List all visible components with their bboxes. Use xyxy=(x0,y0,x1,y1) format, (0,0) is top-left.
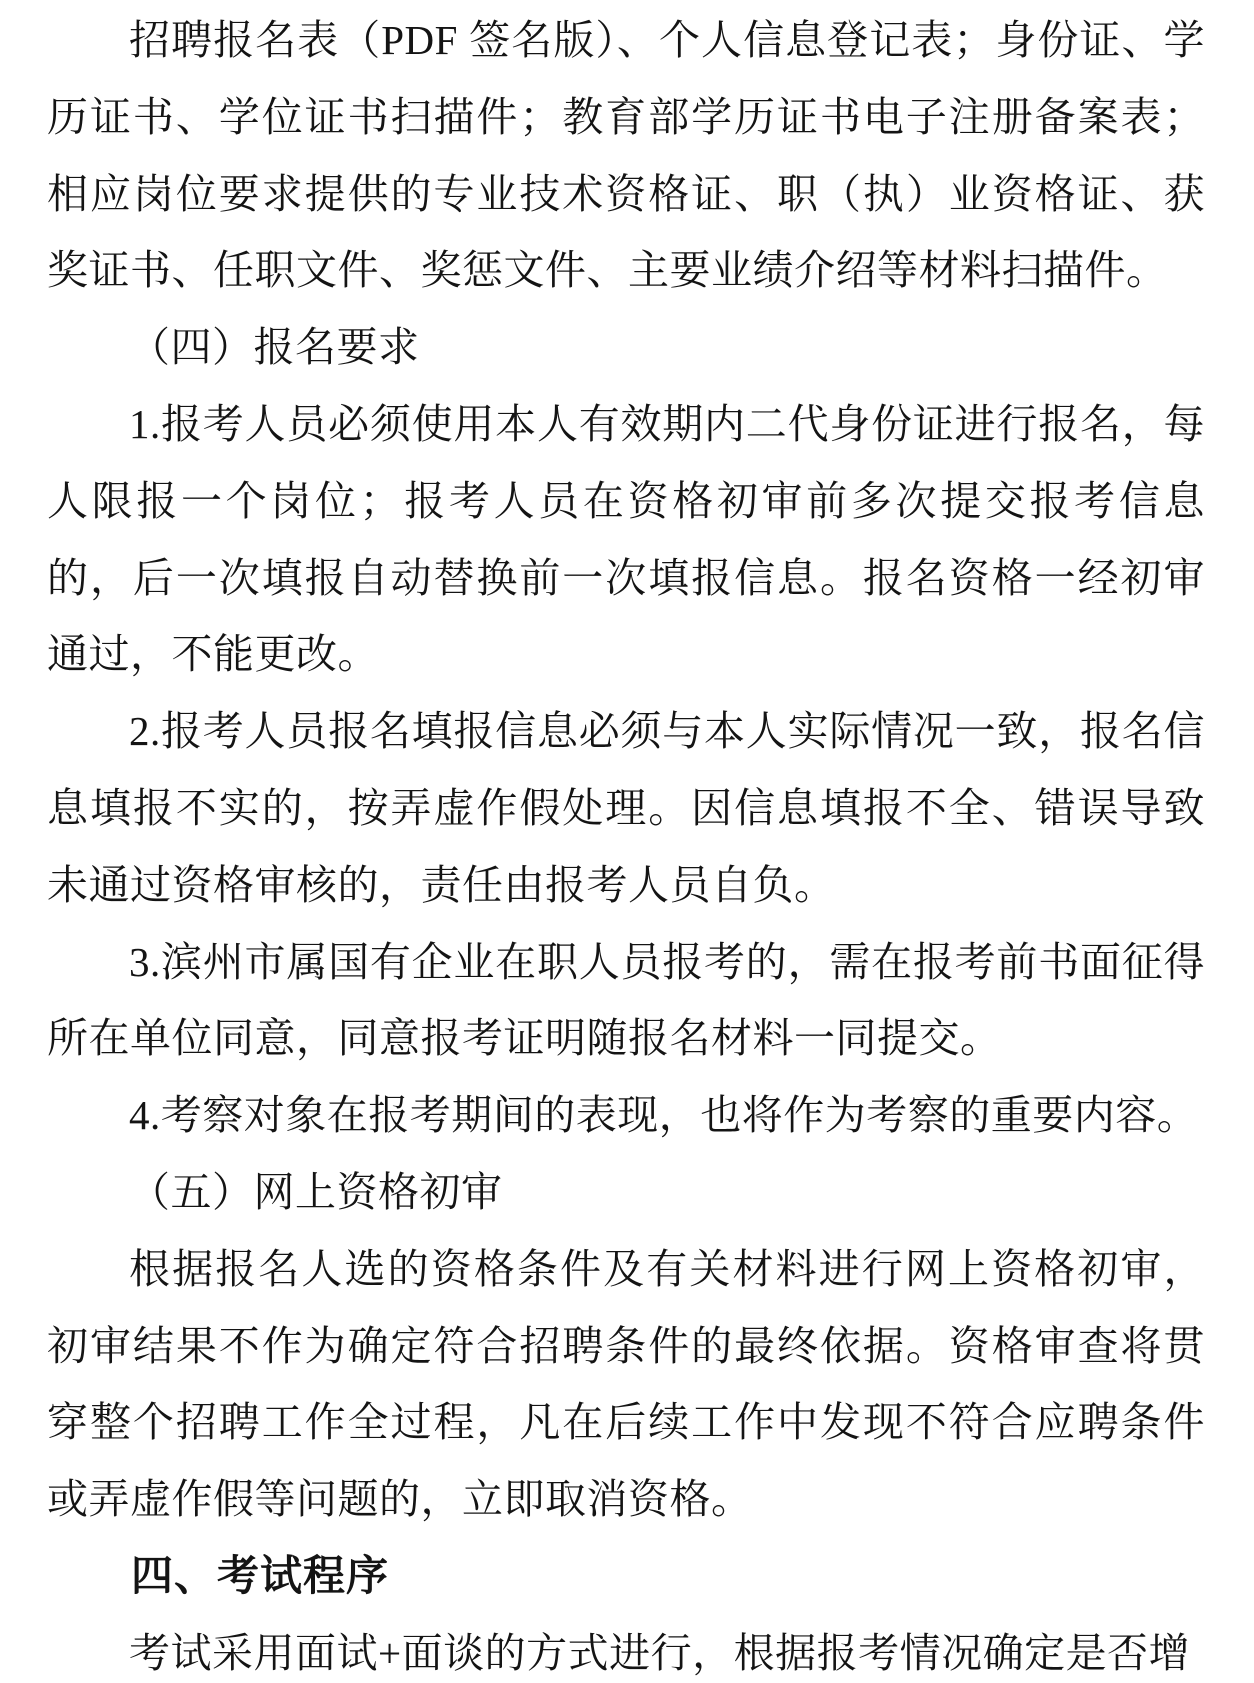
paragraph-qualification-review: 根据报名人选的资格条件及有关材料进行网上资格初审，初审结果不作为确定符合招聘条件的最终依据。资格审查将贯穿整个招聘工作全过程，凡在后续工作中发现不符合应聘条件或弄虚作假等问题的，立即取消资格。 xyxy=(47,1245,1205,1523)
section-heading-online-qualification-review: （五）网上资格初审 xyxy=(129,1168,503,1215)
paragraph-requirement-2: 2.报考人员报名填报信息必须与本人实际情况一致，报名信息填报不实的，按弄虚作假处理。因信息填报不全、错误导致未通过资格审核的，责任由报考人员自负。 xyxy=(47,708,1205,908)
paragraph-requirement-1: 1.报考人员必须使用本人有效期内二代身份证进行报名，每人限报一个岗位；报考人员在资格初审前多次提交报考信息的，后一次填报自动替换前一次填报信息。报名资格一经初审通过，不能更改。 xyxy=(47,400,1205,678)
paragraph-exam-method: 考试采用面试+面谈的方式进行，根据报考情况确定是否增 xyxy=(129,1629,1191,1676)
paragraph-requirement-4: 4.考察对象在报考期间的表现，也将作为考察的重要内容。 xyxy=(129,1092,1199,1139)
section-heading-registration-requirements: （四）报名要求 xyxy=(129,324,420,371)
paragraph-requirement-3: 3.滨州市属国有企业在职人员报考的，需在报考前书面征得所在单位同意，同意报考证明随报名材料一同提交。 xyxy=(47,938,1205,1062)
chapter-heading-exam-procedure: 四、考试程序 xyxy=(131,1551,390,1599)
paragraph-application-materials: 招聘报名表（PDF 签名版）、个人信息登记表；身份证、学历证书、学位证书扫描件；教育部学历证书电子注册备案表；相应岗位要求提供的专业技术资格证、职（执）业资格证、获奖证书、任职文件、奖惩文件、主要业绩介绍等材料扫描件。 xyxy=(47,17,1205,294)
